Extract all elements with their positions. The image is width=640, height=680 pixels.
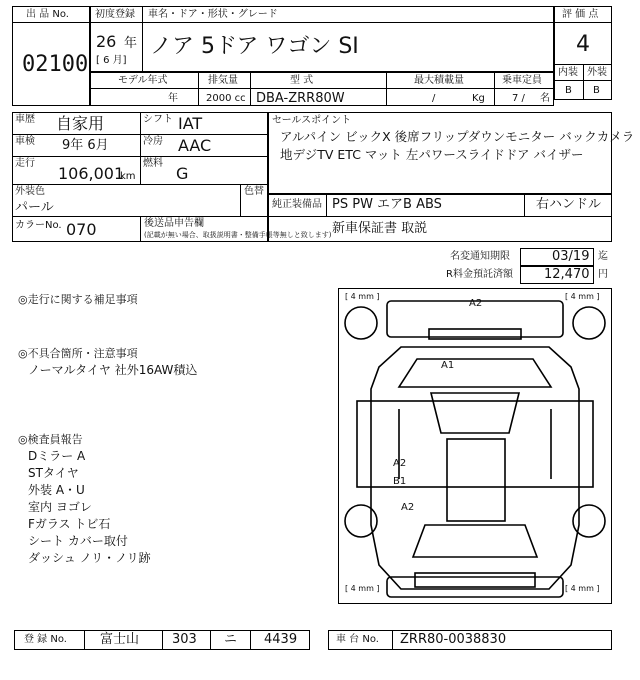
- type-label: 型 式: [290, 75, 314, 86]
- registration-kana: ニ: [224, 632, 238, 647]
- notice-label: 名変通知期限: [450, 251, 510, 262]
- equipment-label: 純正装備品: [272, 199, 322, 210]
- damage-mark-hood: A1: [441, 360, 455, 371]
- grade-score: 4: [576, 32, 590, 57]
- registration-number: 4439: [264, 632, 298, 647]
- capacity-unit: 名: [540, 93, 550, 104]
- fuel-label: 燃料: [143, 158, 163, 169]
- inspector-title: ◎検査員報告: [18, 433, 83, 446]
- side-band: [357, 401, 593, 487]
- recycle-label: R料金預託済額: [446, 269, 513, 280]
- car-diagram: [338, 288, 612, 604]
- damage-mark-front: A2: [469, 298, 483, 309]
- car-name: ノア 5ドア ワゴン SI: [150, 34, 359, 59]
- exterior-color: パール: [15, 200, 54, 215]
- inspector-item: Dミラー A: [28, 449, 86, 463]
- steering-side: 右ハンドル: [536, 197, 602, 212]
- model-type: DBA-ZRR80W: [256, 91, 345, 106]
- mileage-unit: km: [120, 171, 136, 182]
- lot-label: 出 品 No.: [26, 9, 69, 20]
- tire-depth-fr: [ 4 mm ]: [565, 292, 600, 301]
- inspection-label: 車検: [15, 136, 35, 147]
- defect-notes-title: ◎不具合箇所・注意事項: [18, 347, 138, 360]
- interior-grade: B: [565, 85, 572, 96]
- aftermarket-note: (記載が無い場合、取扱説明書・整備手帳等無しと致します): [144, 231, 332, 239]
- max-load-sep: /: [432, 93, 436, 104]
- registration-class: 303: [172, 632, 197, 647]
- lot-number: 02100: [22, 52, 89, 77]
- first-reg-month: [ 6 月]: [96, 55, 127, 66]
- tire-depth-rl: [ 4 mm ]: [345, 584, 380, 593]
- rear-bumper: [415, 573, 535, 587]
- equipment-items: PS PW エアB ABS: [332, 197, 442, 212]
- windshield: [399, 359, 551, 387]
- rear-glass: [413, 525, 537, 557]
- damage-mark-roof-a2: A2: [393, 458, 407, 469]
- running-notes-title: ◎走行に関する補足事項: [18, 293, 138, 306]
- color-no-label: カラーNo.: [15, 220, 62, 231]
- warranty: 新車保証書 取説: [332, 221, 428, 236]
- sales-title: セールスポイント: [272, 115, 352, 126]
- max-load-label: 最大積載量: [414, 75, 464, 86]
- max-load-unit: Kg: [472, 93, 485, 104]
- mileage: 106,001: [58, 164, 125, 183]
- first-reg-year: 26: [96, 32, 117, 51]
- first-reg-year-unit: 年: [124, 36, 138, 51]
- notice-date: 03/19: [552, 249, 590, 264]
- exterior-grade: B: [593, 85, 600, 96]
- model-year-label: モデル年式: [118, 75, 168, 86]
- displacement: 2000 cc: [206, 93, 246, 104]
- inspection: 9年 6月: [62, 138, 109, 153]
- first-reg-label: 初度登録: [95, 9, 135, 20]
- roof: [447, 439, 505, 521]
- inspector-item: Fガラス トビ石: [28, 517, 111, 531]
- tire-front-left: [345, 307, 377, 339]
- color-change-label: 色替: [244, 186, 264, 197]
- aftermarket-label: 後送品申告欄: [144, 218, 204, 229]
- registration-label: 登 録 No.: [24, 634, 67, 645]
- registration-area: 富士山: [100, 632, 140, 647]
- car-outline: [339, 289, 613, 605]
- shift: IAT: [178, 114, 203, 133]
- inspector-item: ダッシュ ノリ・ノリ跡: [28, 551, 151, 565]
- grade-label: 評 価 点: [562, 9, 599, 20]
- inspector-item: 外装 A・U: [28, 483, 85, 497]
- exterior-label: 外装: [587, 67, 607, 78]
- hood-centre: [431, 393, 519, 433]
- inspector-item: STタイヤ: [28, 466, 79, 480]
- capacity-label: 乗車定員: [502, 75, 542, 86]
- interior-label: 内装: [558, 67, 578, 78]
- chassis-number: ZRR80-0038830: [400, 632, 507, 647]
- tire-front-right: [573, 307, 605, 339]
- damage-mark-roof-b1: B1: [393, 476, 407, 487]
- car-label: 車名・ドア・形状・グレード: [148, 9, 278, 20]
- displacement-label: 排気量: [208, 75, 238, 86]
- recycle-unit: 円: [598, 269, 608, 280]
- door-lines: [399, 409, 551, 479]
- model-year-unit: 年: [168, 93, 178, 104]
- history: 自家用: [56, 114, 105, 133]
- color-no: 070: [66, 220, 97, 239]
- sales-line-1: アルパイン ビックX 後席フリップダウンモニター バックカメラ: [280, 129, 635, 144]
- chassis-label: 車 台 No.: [336, 634, 379, 645]
- capacity: 7 /: [512, 93, 525, 104]
- recycle-amount: 12,470: [544, 267, 590, 282]
- damage-mark-side: A2: [401, 502, 415, 513]
- mileage-label: 走行: [15, 158, 35, 169]
- inspector-item: 室内 ヨゴレ: [28, 500, 92, 514]
- tire-depth-fl: [ 4 mm ]: [345, 292, 380, 301]
- fuel: G: [176, 164, 189, 183]
- notice-unit: 迄: [598, 251, 608, 262]
- aircon: AAC: [178, 136, 212, 155]
- history-label: 車歴: [15, 114, 35, 125]
- defect-note: ノーマルタイヤ 社外16AW積込: [28, 363, 198, 377]
- aircon-label: 冷房: [143, 136, 163, 147]
- tire-depth-rr: [ 4 mm ]: [565, 584, 600, 593]
- inspector-item: シート カバー取付: [28, 534, 128, 548]
- exterior-color-label: 外装色: [15, 186, 45, 197]
- sales-line-2: 地デジTV ETC マット 左パワースライドドア バイザー: [280, 147, 584, 162]
- shift-label: シフト: [143, 114, 173, 125]
